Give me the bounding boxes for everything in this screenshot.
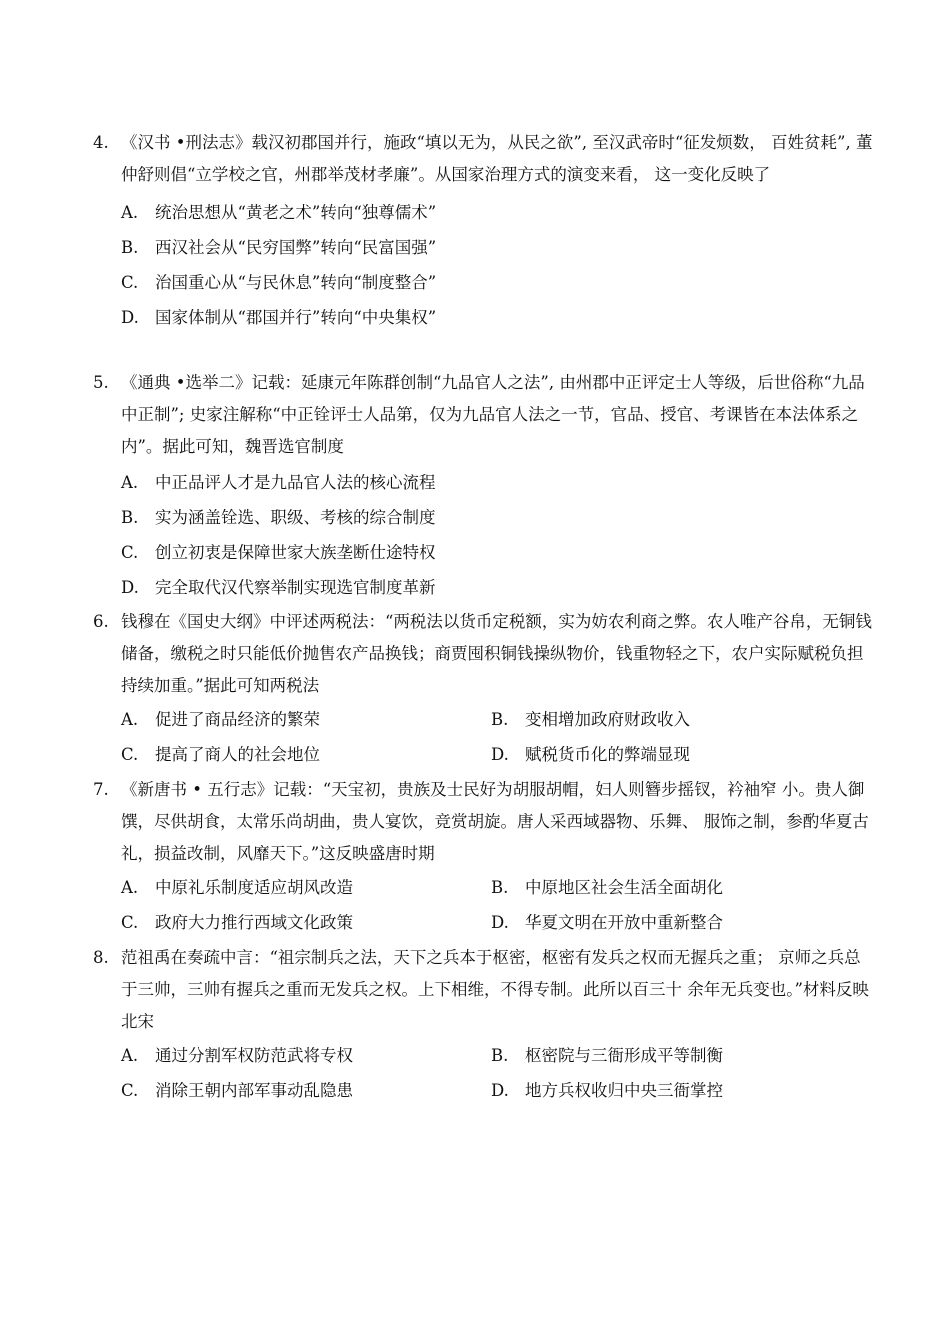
option-text: 提高了商人的社会地位 [155,745,320,764]
option-text: 华夏文明在开放中重新整合 [525,913,723,932]
option-letter: A. [121,473,139,492]
option-b[interactable] [491,870,723,905]
question-7 [93,774,873,940]
question-number: 8. [93,948,109,967]
option-letter: B. [491,1046,509,1065]
option-letter: A. [121,710,139,729]
option-text: 中原礼乐制度适应胡风改造 [155,878,353,897]
question-stem [93,942,873,1038]
option-d[interactable] [93,300,873,335]
option-b[interactable] [491,1038,723,1073]
option-text: 变相增加政府财政收入 [525,710,690,729]
option-letter: B. [121,508,139,527]
options-row [93,905,873,940]
option-letter: D. [121,308,139,327]
option-letter: C. [121,913,139,932]
option-letter: D. [491,1081,509,1100]
option-letter: A. [121,1046,139,1065]
option-d[interactable] [93,570,873,605]
option-b[interactable] [491,702,690,737]
option-text: 实为涵盖铨选、职级、考核的综合制度 [155,508,436,527]
question-number: 7. [93,780,109,799]
option-text: 通过分割军权防范武将专权 [155,1046,353,1065]
option-a[interactable] [93,465,873,500]
question-stem [93,367,873,463]
question-stem [93,127,873,191]
question-number: 6. [93,612,109,631]
option-letter: A. [121,203,139,222]
option-text: 地方兵权收归中央三衙掌控 [525,1081,723,1100]
question-number: 5. [93,373,109,392]
option-a[interactable] [121,870,353,905]
option-letter: B. [491,710,509,729]
option-text: 枢密院与三衙形成平等制衡 [525,1046,723,1065]
option-letter: C. [121,273,139,292]
question-text: 范祖禹在奏疏中言：“祖宗制兵之法，天下之兵本于枢密，枢密有发兵之权而无握兵之重； 京师之兵总于三帅，三帅有握兵之重而无发兵之权。上下相维，不得专制。此所以百三十 余年无兵变也。”材料反映北宋 [121,948,869,1031]
option-letter: C. [121,543,139,562]
option-c[interactable] [93,535,873,570]
option-d[interactable] [491,1073,723,1108]
option-d[interactable] [491,737,690,772]
options-row [93,1038,873,1073]
option-text: 完全取代汉代察举制实现选官制度革新 [155,578,436,597]
question-text: 《通典 •选举二》记载：延康元年陈群创制“九品官人之法”, 由州郡中正评定士人等级，后世俗称“九品中正制”; 史家注解称“中正铨评士人品第，仅为九品官人法之一节，官品、授官、考课皆在本法体系之内”。据此可知，魏晋选官制度 [121,373,865,456]
option-text: 治国重心从“与民休息”转向“制度整合” [155,273,437,292]
question-stem [93,774,873,870]
question-5 [93,367,873,605]
option-text: 政府大力推行西域文化政策 [155,913,353,932]
option-text: 西汉社会从“民穷国弊”转向“民富国强” [155,238,437,257]
option-letter: B. [491,878,509,897]
question-6 [93,606,873,772]
option-letter: A. [121,878,139,897]
options-row [93,702,873,737]
option-letter: C. [121,1081,139,1100]
question-text: 《新唐书 • 五行志》记载：“天宝初，贵族及士民好为胡服胡帽，妇人则簪步摇钗，衿袖窄 小。贵人御馔，尽供胡食，太常乐尚胡曲，贵人宴饮，竞赏胡旋。唐人采西域器物、乐舞、 服饰之制，参酌华夏古礼，损益改制，风靡天下。”这反映盛唐时期 [121,780,869,863]
option-text: 统治思想从“黄老之术”转向“独尊儒术” [155,203,437,222]
option-c[interactable] [121,1073,353,1108]
option-text: 中原地区社会生活全面胡化 [525,878,723,897]
option-letter: C. [121,745,139,764]
option-letter: D. [121,578,139,597]
option-b[interactable] [93,500,873,535]
options-row [93,737,873,772]
option-c[interactable] [121,737,320,772]
option-text: 赋税货币化的弊端显现 [525,745,690,764]
option-c[interactable] [93,265,873,300]
option-letter: D. [491,745,509,764]
question-text: 钱穆在《国史大纲》中评述两税法：“两税法以货币定税额，实为妨农利商之弊。农人唯产谷帛，无铜钱储备，缴税之时只能低价抛售农产品换钱；商贾囤积铜钱操纵物价，钱重物轻之下，农户实际赋税负担持续加重。”据此可知两税法 [121,612,872,695]
option-text: 促进了商品经济的繁荣 [155,710,320,729]
option-c[interactable] [121,905,353,940]
option-text: 创立初衷是保障世家大族垄断仕途特权 [155,543,436,562]
question-4 [93,127,873,335]
option-b[interactable] [93,230,873,265]
question-text: 《汉书 •刑法志》载汉初郡国并行，施政“填以无为，从民之欲”, 至汉武帝时“征发烦数， 百姓贫耗”, 董仲舒则倡“立学校之官，州郡举茂材孝廉”。从国家治理方式的演变来看， 这一变化反映了 [121,133,873,184]
option-letter: D. [491,913,509,932]
option-text: 中正品评人才是九品官人法的核心流程 [155,473,436,492]
question-stem [93,606,873,702]
option-a[interactable] [93,195,873,230]
options-row [93,1073,873,1108]
option-text: 国家体制从“郡国并行”转向“中央集权” [155,308,437,327]
option-a[interactable] [121,1038,353,1073]
option-a[interactable] [121,702,320,737]
question-8 [93,942,873,1108]
option-d[interactable] [491,905,723,940]
option-text: 消除王朝内部军事动乱隐患 [155,1081,353,1100]
options-row [93,870,873,905]
option-letter: B. [121,238,139,257]
question-number: 4. [93,133,109,152]
